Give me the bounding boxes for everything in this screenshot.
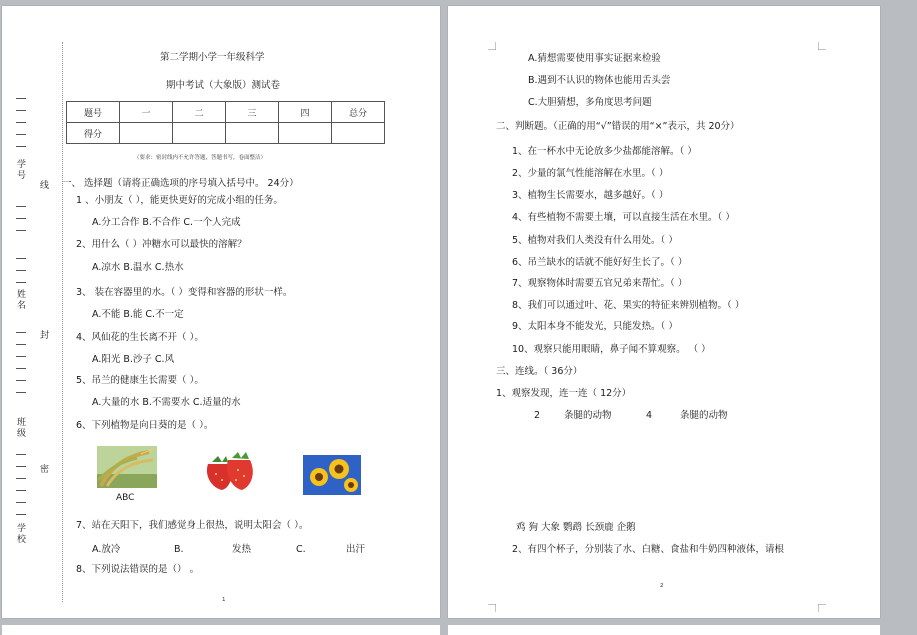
score-table-score-row: [67, 123, 385, 144]
question-8: 8、下列说法错误的是（） 。: [76, 564, 200, 575]
wheat-image: [97, 446, 157, 488]
next-page-edge: [2, 625, 440, 635]
next-page-edge: [448, 625, 880, 635]
judgment-item: 6、吊兰缺水的话就不能好好生长了。（ ）: [512, 257, 688, 268]
animal-list: 鸡 狗 大象 鹦鹉 长颈鹿 企鹅: [516, 522, 636, 533]
score-cell: 得分: [67, 123, 120, 144]
section2-title: 二、判断题。（正确的用“√”错误的用“×”表示，共 20分）: [496, 121, 740, 132]
exam-header-line2: 期中考试（大象版）测试卷: [166, 80, 281, 91]
score-cell: 题号: [67, 102, 120, 123]
crop-mark: [818, 42, 826, 50]
question-4-options: A.阳光 B.沙子 C.风: [92, 354, 175, 365]
question-7-option-c-text: 出汗: [346, 544, 366, 555]
score-cell: 一: [120, 102, 173, 123]
judgment-item: 10、观察只能用眼睛，鼻子闻不算观察。 （ ）: [512, 344, 711, 355]
judgment-item: 3、植物生长需要水，越多越好。（ ）: [512, 190, 669, 201]
judgment-item: 8、我们可以通过叶、花、果实的特征来辨别植物。（ ）: [512, 300, 745, 311]
section1-title: 一、 选择题（请将正确选项的序号填入括号中。 24分）: [62, 178, 299, 189]
question-6-label: ABC: [116, 493, 135, 503]
side-label-xuehao: 学 号: [16, 160, 26, 181]
leg-count-2: 2: [534, 410, 541, 421]
leg-label-4: 条腿的动物: [680, 410, 728, 421]
score-input-cell: [120, 123, 173, 144]
question-5: 5、吊兰的健康生长需要（ ）。: [76, 375, 204, 386]
question-7-option-b-text: 发热: [232, 544, 252, 555]
question-1-options: A.分工合作 B.不合作 C.一个人完成: [92, 217, 241, 228]
question-8-option-b: B.遇到不认识的物体也能用舌头尝: [528, 75, 671, 86]
margin-char-xian: 线: [40, 181, 50, 191]
question-6: 6、下列植物是向日葵的是（ ）。: [76, 420, 214, 431]
question-8-option-c: C.大胆猜想，多角度思考问题: [528, 97, 652, 108]
question-8-option-a: A.猜想需要使用事实证据来检验: [528, 53, 661, 64]
score-cell: 二: [173, 102, 226, 123]
question-7-option-a: A.放冷: [92, 544, 121, 555]
section3-title: 三、连线。（ 36分）: [496, 366, 583, 377]
page-number: 1: [222, 597, 226, 603]
side-label-banji: 班 级: [16, 418, 26, 439]
binding-line: [62, 42, 63, 602]
side-label-xuexiao: 学 校: [16, 524, 26, 545]
question-2-options: A.凉水 B.温水 C.热水: [92, 262, 184, 273]
judgment-item: 7、观察物体时需要五官兄弟来帮忙。（ ）: [512, 278, 688, 289]
strawberry-image: [200, 450, 258, 494]
score-input-cell: [173, 123, 226, 144]
score-table-header-row: [67, 102, 385, 123]
score-input-cell: [332, 123, 385, 144]
question-7-option-c: C.: [296, 544, 306, 555]
judgment-item: 1、在一杯水中无论放多少盐都能溶解。（ ）: [512, 146, 697, 157]
question-2: 2、用什么（ ）冲糖水可以最快的溶解？: [76, 239, 247, 250]
crop-mark: [488, 604, 496, 612]
judgment-item: 2、少量的氯气性能溶解在水里。（ ）: [512, 168, 669, 179]
question-7: 7、站在天阳下，我们感觉身上很热，说明太阳会（ ）。: [76, 520, 309, 531]
judgment-item: 4、有些植物不需要土壤，可以直接生活在水里。（ ）: [512, 212, 735, 223]
leg-count-4: 4: [646, 410, 653, 421]
section3-subquestion-1: 1、观察发现，连一连（ 12分）: [496, 388, 632, 399]
section3-subquestion-2: 2、有四个杯子，分别装了水、白糖、食盐和牛奶四种液体，请根: [512, 544, 785, 555]
question-7-option-b: B.: [174, 544, 184, 555]
score-cell: 总分: [332, 102, 385, 123]
margin-char-feng: 封: [40, 331, 50, 341]
exam-page-1: [2, 6, 440, 618]
question-1: 1 、小朋友（ ），能更快更好的完成小组的任务。: [76, 195, 283, 206]
score-input-cell: [279, 123, 332, 144]
exam-header-line1: 第二学期小学一年级科学: [160, 52, 265, 63]
score-cell: 四: [279, 102, 332, 123]
question-3: 3、 装在容器里的水。（ ）变得和容器的形状一样。: [76, 287, 293, 298]
question-5-options: A.大量的水 B.不需要水 C.适量的水: [92, 397, 241, 408]
page-number: 2: [660, 583, 664, 589]
crop-mark: [818, 604, 826, 612]
score-table: [66, 101, 385, 144]
side-label-xingming: 姓 名: [16, 290, 26, 311]
question-3-options: A.不能 B.能 C.不一定: [92, 309, 184, 320]
sunflower-image: [303, 455, 361, 495]
crop-mark: [488, 42, 496, 50]
question-4: 4、风仙花的生长离不开（ ）。: [76, 332, 204, 343]
exam-notice: （要求：密封线内不允许答题，答题书写，卷面整洁）: [134, 155, 267, 161]
margin-char-mi: 密: [40, 465, 50, 475]
exam-page-2: [448, 6, 880, 618]
judgment-item: 5、植物对我们人类没有什么用处。（ ）: [512, 235, 678, 246]
score-cell: 三: [226, 102, 279, 123]
score-input-cell: [226, 123, 279, 144]
judgment-item: 9、太阳本身不能发光，只能发热。（ ）: [512, 321, 678, 332]
leg-label-2: 条腿的动物: [564, 410, 612, 421]
